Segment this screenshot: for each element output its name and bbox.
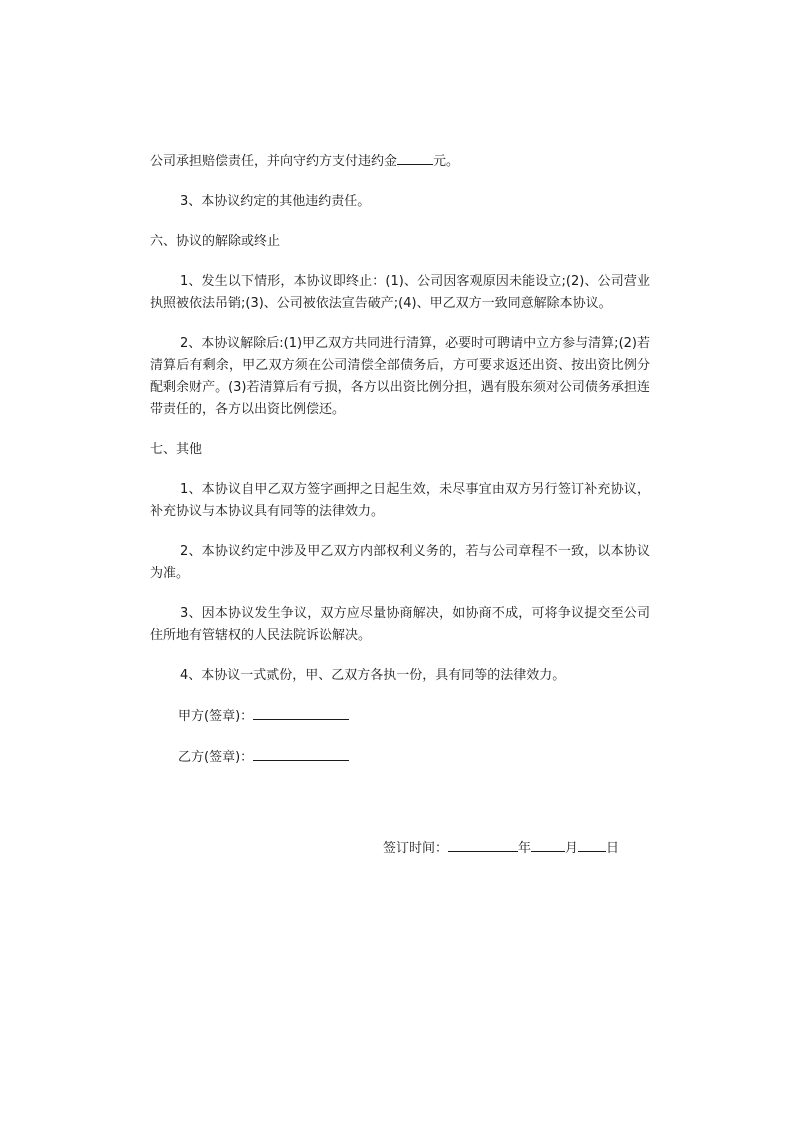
penalty-amount-blank [397,150,433,165]
signing-date [383,837,619,860]
party-b-label: 乙方(签章)： [178,750,254,765]
signature-party-a [150,705,650,728]
month-blank [531,837,565,852]
party-b-signature-blank [253,746,349,761]
paragraph-effective: 1、本协议自甲乙双方签字画押之日起生效，未尽事宜由双方另行签订补充协议，补充协议与本协议具有同等的法律效力。 [150,482,650,519]
year-blank [448,837,518,852]
penalty-text: 公司承担赔偿责任，并向守约方支付违约金 [150,154,398,169]
section-heading-termination: 六、协议的解除或终止 [150,234,281,249]
penalty-unit: 元。 [433,154,460,169]
document-body [150,150,650,769]
paragraph-precedence: 2、本协议约定中涉及甲乙双方内部权利义务的，若与公司章程不一致，以本协议为准。 [150,544,650,581]
party-a-signature-blank [253,705,349,720]
paragraph-penalty [150,150,650,173]
paragraph-liquidation: 2、本协议解除后:(1)甲乙双方共同进行清算，必要时可聘请中立方参与清算;(2)若清算后有剩余，甲乙双方须在公司清偿全部债务后，方可要求返还出资、按出资比例分配剩余财产。(3)若清算后有亏损，各方以出资比例分担，遇有股东须对公司债务承担连带责任的，各方以出资比例偿还。 [150,336,650,417]
day-blank [578,837,606,852]
year-label: 年 [518,841,532,856]
month-label: 月 [565,841,579,856]
paragraph-dispute: 3、因本协议发生争议，双方应尽量协商解决，如协商不成，可将争议提交至公司住所地有管辖权的人民法院诉讼解决。 [150,606,650,643]
day-label: 日 [606,841,620,856]
paragraph-copies: 4、本协议一式贰份，甲、乙双方各执一份，具有同等的法律效力。 [180,668,566,683]
signature-party-b [150,746,650,769]
party-a-label: 甲方(签章)： [178,709,254,724]
date-label: 签订时间： [383,841,449,856]
section-heading-other: 七、其他 [150,442,203,457]
paragraph-other-liability: 3、本协议约定的其他违约责任。 [180,194,371,209]
paragraph-termination-conditions: 1、发生以下情形，本协议即终止：(1)、公司因客观原因未能设立;(2)、公司营业执照被依法吊销;(3)、公司被依法宣告破产;(4)、甲乙双方一致同意解除本协议。 [150,274,650,311]
